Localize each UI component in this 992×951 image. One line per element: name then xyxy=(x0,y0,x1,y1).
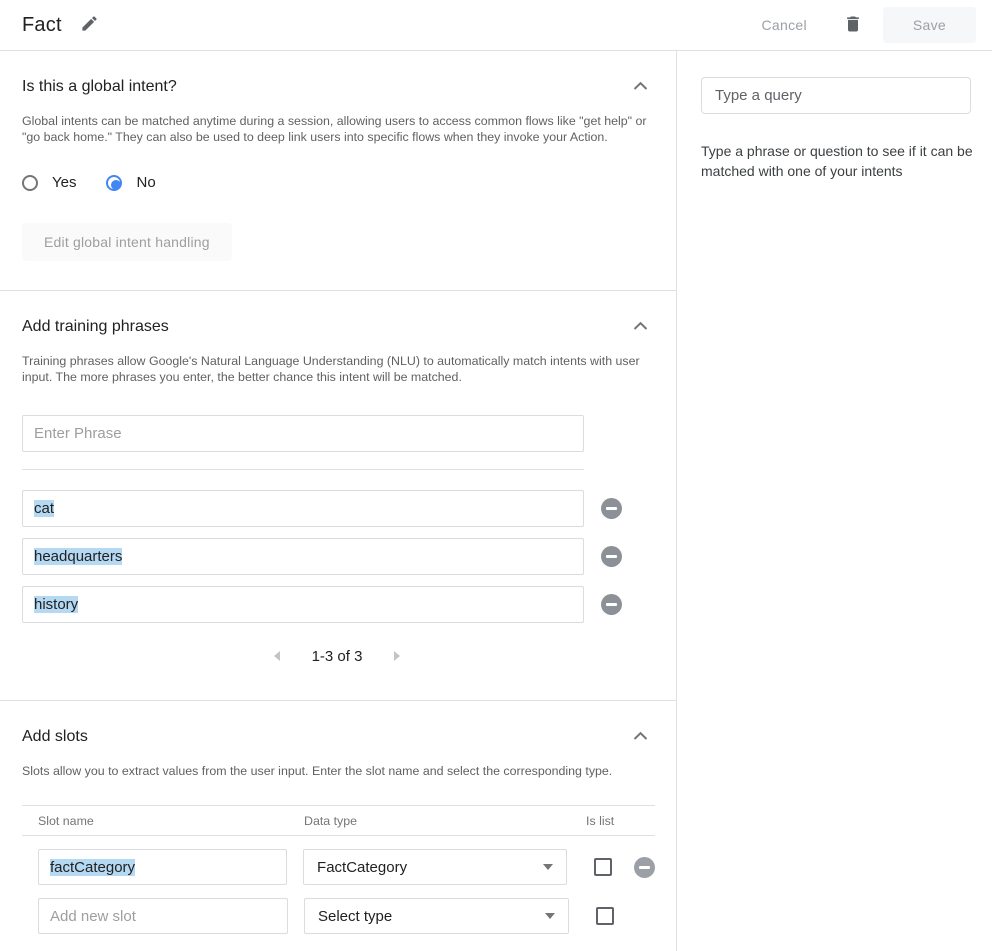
trash-icon xyxy=(843,14,863,37)
cancel-button[interactable]: Cancel xyxy=(749,9,818,41)
global-intent-description: Global intents can be matched anytime during a session, allowing users to access common flows like "get help" or "go back home." They can also be used to deep link users into specific flows when they invoke your Action. xyxy=(22,114,647,144)
training-phrases-section xyxy=(0,291,676,701)
test-query-input[interactable] xyxy=(701,77,971,114)
global-intent-heading: Is this a global intent? xyxy=(22,77,177,95)
test-query-panel xyxy=(677,51,992,951)
phrase-input[interactable] xyxy=(22,586,584,623)
pagination-label: 1-3 of 3 xyxy=(311,647,363,665)
radio-yes-label: Yes xyxy=(52,174,77,191)
phrase-row xyxy=(22,586,650,623)
add-slots-description: Slots allow you to extract values from the user input. Enter the slot name and select the corresponding type. xyxy=(22,764,613,778)
phrase-text: cat xyxy=(34,500,55,517)
training-phrases-description: Training phrases allow Google's Natural Language Understanding (NLU) to automatically match intents with user input. The more phrases you enter, the better chance this intent will be matched. xyxy=(22,354,640,384)
add-new-slot-input[interactable] xyxy=(38,898,288,934)
delete-intent-button[interactable] xyxy=(837,8,869,43)
edit-global-intent-handling-button[interactable]: Edit global intent handling xyxy=(22,223,232,261)
enter-phrase-input[interactable] xyxy=(22,415,584,452)
data-type-value: Select type xyxy=(318,907,393,925)
save-button[interactable]: Save xyxy=(883,7,976,43)
slots-table-header xyxy=(22,806,655,835)
slot-row-new xyxy=(22,898,655,934)
radio-yes-icon xyxy=(22,175,38,191)
intent-title: Fact xyxy=(22,13,62,36)
remove-phrase-button[interactable] xyxy=(601,498,622,519)
slots-table xyxy=(22,805,655,951)
add-slots-heading: Add slots xyxy=(22,727,88,745)
phrase-text: history xyxy=(34,596,79,613)
radio-option-yes[interactable] xyxy=(22,174,76,191)
radio-no-icon xyxy=(106,175,122,191)
data-type-select[interactable] xyxy=(303,849,567,885)
chevron-up-icon xyxy=(633,729,648,744)
table-divider xyxy=(22,835,655,836)
is-list-checkbox[interactable] xyxy=(596,907,614,925)
slot-row xyxy=(22,849,655,885)
pencil-icon xyxy=(80,14,99,36)
pagination-prev-button[interactable] xyxy=(270,647,284,665)
edit-title-button[interactable] xyxy=(74,8,105,42)
global-intent-section xyxy=(0,51,676,291)
phrase-divider xyxy=(22,469,584,470)
chevron-up-icon xyxy=(633,319,648,334)
radio-option-no[interactable] xyxy=(106,174,155,191)
chevron-left-icon xyxy=(274,651,280,661)
header-bar xyxy=(0,0,992,51)
phrase-input[interactable] xyxy=(22,490,584,527)
intent-editor-panel xyxy=(0,51,677,951)
is-list-checkbox[interactable] xyxy=(594,858,612,876)
phrase-input[interactable] xyxy=(22,538,584,575)
data-type-value: FactCategory xyxy=(317,858,408,876)
global-intent-collapse-button[interactable] xyxy=(631,77,650,96)
add-slots-collapse-button[interactable] xyxy=(631,727,650,746)
slot-name-input[interactable] xyxy=(38,849,287,885)
remove-slot-button[interactable] xyxy=(634,857,655,878)
column-header-data-type: Data type xyxy=(304,813,358,828)
phrase-row xyxy=(22,490,650,527)
phrase-row xyxy=(22,538,650,575)
remove-phrase-button[interactable] xyxy=(601,594,622,615)
slot-name-text: factCategory xyxy=(50,858,136,876)
dropdown-arrow-icon xyxy=(545,913,555,919)
global-intent-radio-group xyxy=(22,174,650,191)
phrase-pagination xyxy=(22,647,652,665)
column-header-is-list: Is list xyxy=(586,813,615,828)
chevron-right-icon xyxy=(394,651,400,661)
chevron-up-icon xyxy=(633,79,648,94)
training-phrases-collapse-button[interactable] xyxy=(631,317,650,336)
remove-phrase-button[interactable] xyxy=(601,546,622,567)
phrase-text: headquarters xyxy=(34,548,123,565)
test-panel-helper-text: Type a phrase or question to see if it can be matched with one of your intents xyxy=(701,143,973,179)
data-type-select[interactable] xyxy=(304,898,569,934)
pagination-next-button[interactable] xyxy=(390,647,404,665)
dropdown-arrow-icon xyxy=(543,864,553,870)
add-slots-section xyxy=(0,701,676,951)
training-phrases-heading: Add training phrases xyxy=(22,317,169,335)
column-header-slot-name: Slot name xyxy=(38,813,94,828)
radio-no-label: No xyxy=(136,174,156,191)
